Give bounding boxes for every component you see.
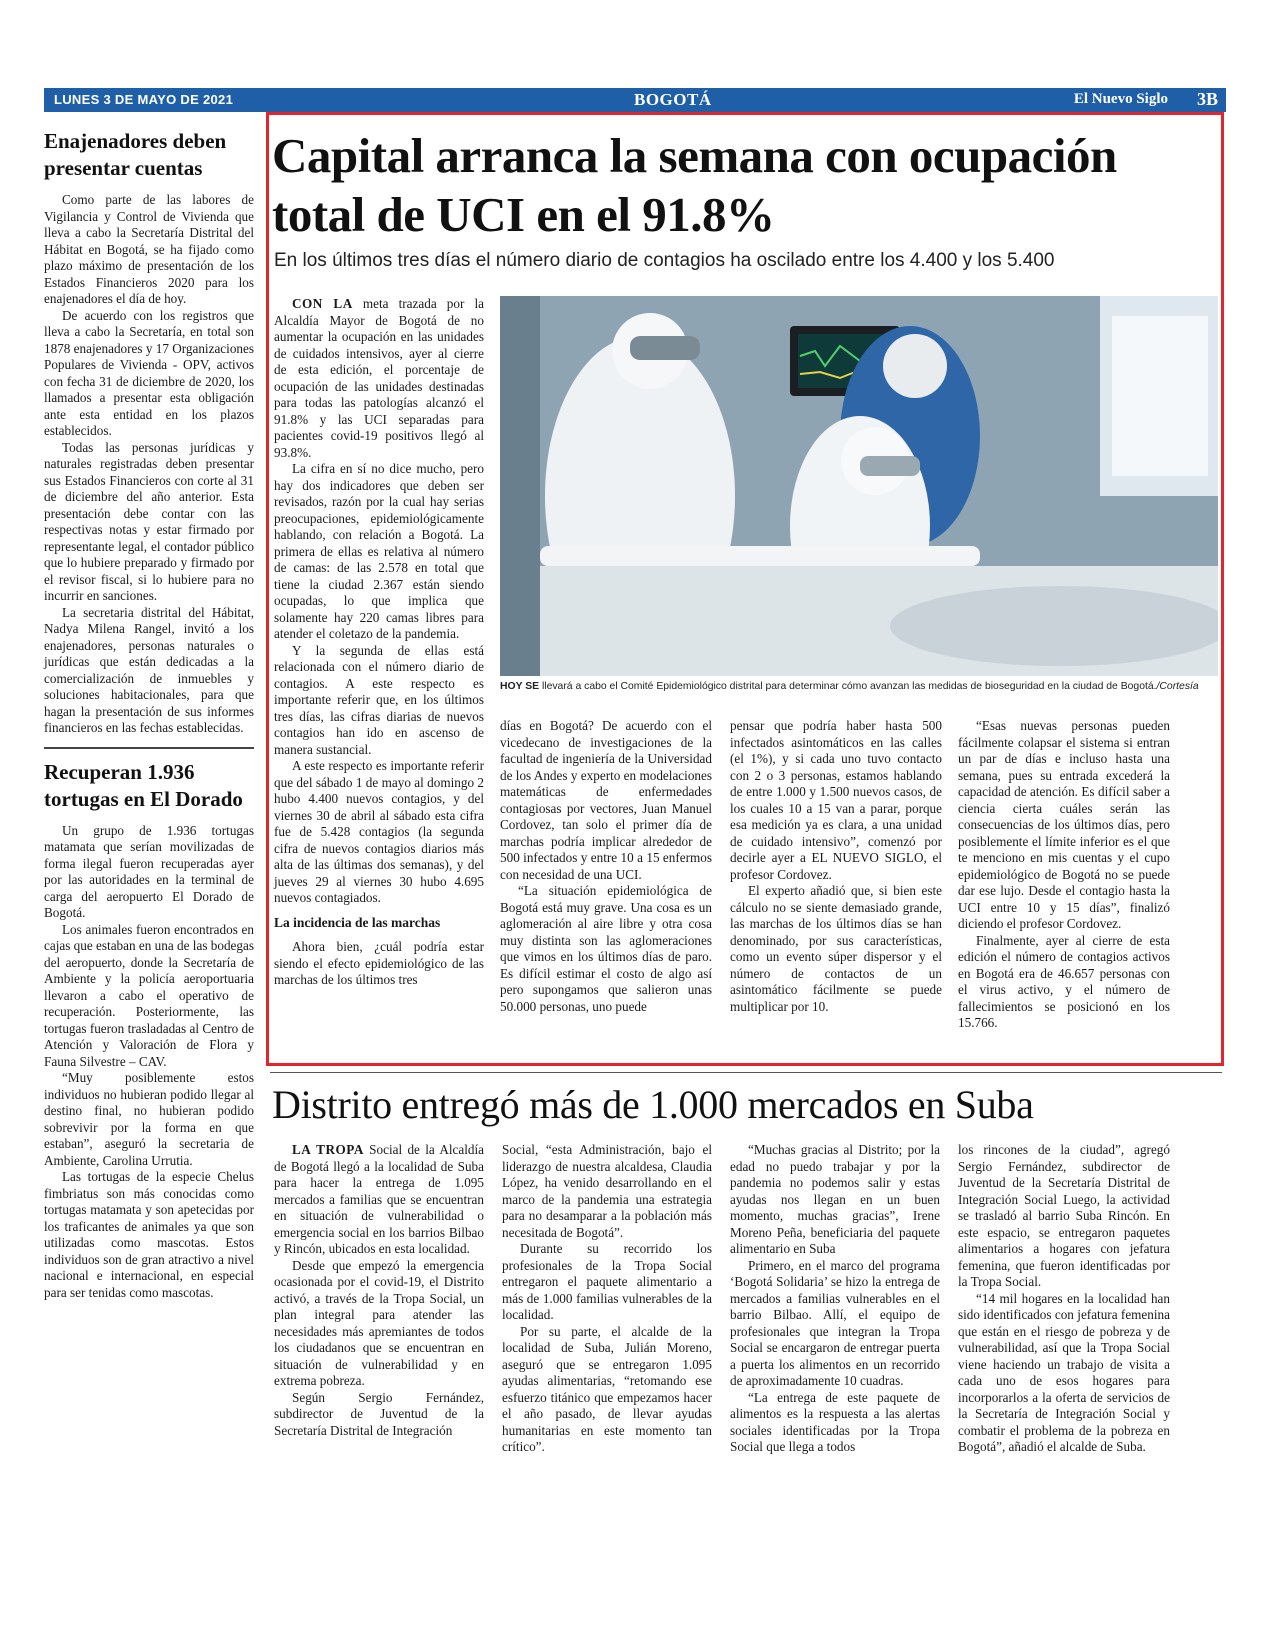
paragraph: “14 mil hogares en la localidad han sido identificados con jefatura femenina que están en el riesgo de pobreza y de vulnerabilidad, así que la Tropa Social viene haciendo un trabajo de visita a cada uno de esos hogares para incorporarlos a la oferta de servicios de la Secretaría de Integración Social y combatir el problema de la pobreza en Bogotá”, añadió el alcalde de Suba. xyxy=(958,1290,1170,1454)
paragraph: Y la segunda de ellas está relacionada con el número diario de contagios. A este respecto es importante referir que, en los últimos tres días, las cifras diarias de nuevos contagios han ido en ascenso de manera sustancial. xyxy=(274,642,484,757)
inline-subtitle: La incidencia de las marchas xyxy=(274,914,441,930)
paragraph: Todas las personas jurídicas y naturales registradas deben presentar sus Estados Financieros con corte al 31 de diciembre del año anterior. Esta presentación debe contar con las respectivas notas y estar firmado por representante legal, el contador público que lo hubiere preparado y firmado por el revisor fiscal, si lo hubiere para no incurrir en sanciones. xyxy=(44,439,254,603)
paragraph: “Muchas gracias al Distrito; por la edad no puedo trabajar y por la pandemia no podemos salir y estas ayudas nos llegan en un buen momento, muchas gracias”, Irene Moreno Peña, beneficiaria del paquete alimentario en Suba xyxy=(730,1142,940,1256)
paragraph xyxy=(274,1142,484,1258)
paragraph: pensar que podría haber hasta 500 infectados asintomáticos en las calles (el 1%), y si cada uno tuvo contacto con 2 o 3 personas, estamos hablando de entre 1.000 y 1.500 nuevos casos, de los cuales 10 a 15 van a parar, porque esa medición ya es clara, a una unidad de cuidado intensivo”, comenzó por decirle ayer a EL NUEVO SIGLO, el profesor Cordovez. xyxy=(730,718,942,882)
lead-word: CON LA xyxy=(292,296,353,311)
paragraph: Social, “esta Administración, bajo el liderazgo de nuestra alcaldesa, Claudia López, ha venido desarrollando en el marco de la pandemia una estrategia para no desamparar a la población más necesitada de Bogotá”. xyxy=(502,1142,712,1240)
paragraph: Según Sergio Fernández, subdirector de Juventud de la Secretaría Distrital de Integración xyxy=(274,1389,484,1438)
paragraph: “Esas nuevas personas pueden fácilmente colapsar el sistema si entran un par de días e incluso hasta una semana, pues su entrada excederá la capacidad de atención. Es difícil saber a ciencia cierta cuáles serán las consecuencias de los últimos días, pero posiblemente el límite inferior es el que te menciono en mis cuentas y el cupo epidemiológico de Bogotá no se puede dar ese lujo. Desde el contagio hasta la UCI entre 10 y 15 días”, finalizó diciendo el profesor Cordovez. xyxy=(958,718,1170,931)
second-headline: Distrito entregó más de 1.000 mercados en Suba xyxy=(272,1082,1034,1127)
main-headline: Capital arranca la semana con ocupación total de UCI en el 91.8% xyxy=(272,128,1117,242)
sidebar-divider xyxy=(44,747,254,749)
paragraph: Por su parte, el alcalde de la localidad de Suba, Julián Moreno, aseguró que se entregaron 1.095 ayudas alimentarias, “retomando ese esfuerzo titánico que empezamos hacer el año pasado, de llevar ayudas humanitarias en este momento tan crítico”. xyxy=(502,1323,712,1454)
newspaper-name: El Nuevo Siglo xyxy=(1073,91,1168,107)
main-column-4 xyxy=(958,718,1170,1032)
icu-photo-illustration xyxy=(500,296,1218,676)
second-column-4 xyxy=(958,1142,1170,1456)
paragraph: los rincones de la ciudad”, agregó Sergio Fernández, subdirector de Juventud de la Secretaría Distrital de Integración Social Luego, la actividad se trasladó al barrio Suba Rincón. En este espacio, se entregaron paquetes alimentarios a hogares con jefatura femenina, que fueron identificadas por la Tropa Social. xyxy=(958,1142,1170,1289)
caption-credit: /Cortesía xyxy=(1156,681,1199,692)
paragraph: “La situación epidemiológica de Bogotá está muy grave. Una cosa es un aglomeración al aire libre y otra cosa muy distinta son las aglomeraciones que vimos en los últimos días de paro. Es difícil estimar el costo de algo así pero supongamos que salieron unas 50.000 personas, uno puede xyxy=(500,883,712,1014)
lead-text: meta trazada por la Alcaldía Mayor de Bogotá de no aumentar la ocupación en las unidades de cuidados intensivos, ayer al cierre de esta edición, el porcentaje de ocupación de las unidades destinadas para todas las patologías alcanzó el 91.8% y las UCI separadas para pacientes covid-19 positivos llegó al 93.8%. xyxy=(274,296,484,460)
paragraph: Primero, en el marco del programa ‘Bogotá Solidaria’ se hizo la entrega de mercados a familias vulnerables en el barrio Bilbao. Allí, el equipo de profesionales que integran la Tropa Social se encargaron de entregar puerta a puerta los alimentos en un recorrido de aproximadamente 10 cuadras. xyxy=(730,1257,940,1388)
paragraph: Las tortugas de la especie Chelus fimbriatus son más conocidas como tortugas matamata y son apetecidas por los traficantes de animales ya que son utilizadas como mascotas. Estos individuos son de gran atractivo a nivel nacional e internacional, en especial para ser tenidas como mascotas. xyxy=(44,1169,254,1300)
paragraph: La secretaria distrital del Hábitat, Nadya Milena Rangel, invitó a los enajenadores, personas naturales o jurídicas que están dedicadas a la comercialización de inmuebles y soluciones habitacionales, para que hagan la presentación de sus informes financieros en las fechas establecidas. xyxy=(44,604,254,735)
caption-lead: HOY SE xyxy=(500,681,540,692)
paragraph: Ahora bien, ¿cuál podría estar siendo el efecto epidemiológico de las marchas de los últimos tres xyxy=(274,939,484,987)
sidebar-story2-title: Recuperan 1.936 tortugas en El Dorado xyxy=(44,759,243,811)
sidebar-story1-body xyxy=(44,192,254,737)
photo-caption xyxy=(500,680,1218,693)
issue-date: LUNES 3 DE MAYO DE 2021 xyxy=(54,92,234,107)
lead-word: LA TROPA xyxy=(292,1142,364,1157)
paragraph: Un grupo de 1.936 tortugas matamata que serían movilizadas de forma ilegal fueron recuperadas ayer por las autoridades en la terminal de carga del aeropuerto El Dorado de Bogotá. xyxy=(44,822,254,920)
section-name: BOGOTÁ xyxy=(634,90,712,109)
sidebar-story2-body xyxy=(44,823,254,1302)
section-rule xyxy=(270,1072,1222,1073)
main-column-2 xyxy=(500,718,712,1015)
main-column-3 xyxy=(730,718,942,1015)
paragraph: “Muy posiblemente estos individuos no hubieran podido llegar al destino final, no hubieran podido sobrevivir por la forma en que estaban”, aseguró la secretaria de Ambiente, Carolina Urrutia. xyxy=(44,1070,254,1168)
second-column-3 xyxy=(730,1142,940,1456)
main-subhead: En los últimos tres días el número diario de contagios ha oscilado entre los 4.400 y los 5.400 xyxy=(274,250,1055,271)
page-header xyxy=(44,88,1226,112)
lead-text: Social de la Alcaldía de Bogotá llegó a la localidad de Suba para hacer la entrega de 1.095 mercados a familias que se encuentran en situación de vulnerabilidad o emergencia social en los barrios Bilbao y Rincón, ubicados en esta localidad. xyxy=(274,1142,485,1256)
paragraph: La cifra en sí no dice mucho, pero hay dos indicadores que deben ser revisados, razón por la cual hay serias preocupaciones, epidemiológicamente hablando, con relación a Bogotá. La primera de ellas es relativa al número de camas: de las 2.578 en total que tiene la ciudad 2.367 están siendo ocupadas, lo que implica que solamente hay 220 camas libres para atender el coletazo de la pandemia. xyxy=(274,461,484,641)
caption-text: llevará a cabo el Comité Epidemiológico distrital para determinar cómo avanzan las medidas de bioseguridad en la ciudad de Bogotá. xyxy=(539,681,1157,692)
paragraph: días en Bogotá? De acuerdo con el vicedecano de investigaciones de la facultad de ingeniería de la Universidad de los Andes y experto en modelaciones matemáticas de enfermedades contagiosas por vectores, Juan Manuel Cordovez, tan solo el primer día de marchas podría implicar alrededor de 500 infectados y entre 10 a 15 enfermos con necesidad de una UCI. xyxy=(500,718,712,882)
page-number: 3B xyxy=(1196,89,1218,109)
paragraph: Durante su recorrido los profesionales de la Tropa Social entregaron el paquete alimentario a más de 1.000 familias vulnerables de la localidad. xyxy=(502,1241,712,1322)
paragraph: Como parte de las labores de Vigilancia y Control de Vivienda que lleva a cabo la Secretaría Distrital del Hábitat en Bogotá, se ha fijado como plazo máximo de presentación de los Estados Financieros 2020 para los enajenadores el día de hoy. xyxy=(44,192,254,306)
second-column-2 xyxy=(502,1142,712,1456)
paragraph xyxy=(274,296,484,461)
paragraph: El experto añadió que, si bien este cálculo no se siente demasiado grande, las marchas de los últimos días se han denominado, por sus características, como un evento súper dispersor y el número de contactos de un asintomático fácilmente se puede multiplicar por 10. xyxy=(730,883,942,1014)
paragraph: Finalmente, ayer al cierre de esta edición el número de contagios activos en Bogotá era de 46.657 personas con el virus activo, y el número de fallecimientos se posicionó en los 15.766. xyxy=(958,932,1170,1030)
paragraph: “La entrega de este paquete de alimentos es la respuesta a las alertas sociales identificadas por la Tropa Social que llega a todos xyxy=(730,1389,940,1454)
paragraph: A este respecto es importante referir que del sábado 1 de mayo al domingo 2 hubo 4.400 nuevos contagios, y del viernes 30 de abril al sábado esta cifra fue de 5.428 contagios (la segunda cifra de nuevos contagios diarios más alta de las últimas dos semanas), y del jueves 29 al viernes 30 hubo 4.695 nuevos contagiados. xyxy=(274,758,484,905)
paragraph: Desde que empezó la emergencia ocasionada por el covid-19, el Distrito activó, a través de la Tropa Social, un plan integral para atender las necesidades más apremiantes de todos los ciudadanos que se encuentran en situación de vulnerabilidad y en extrema pobreza. xyxy=(274,1257,484,1388)
paragraph: De acuerdo con los registros que lleva a cabo la Secretaría, en total son 1878 enajenadores y 17 Organizaciones Populares de Vivienda - OPV, activos con fecha 31 de diciembre de 2020, los llamados a presentar esta obligación ante esta entidad en los plazos establecidos. xyxy=(44,307,254,438)
second-column-1 xyxy=(274,1142,484,1439)
paragraph: Los animales fueron encontrados en cajas que estaban en una de las bodegas del aeropuerto, donde la Secretaría de Ambiente y la policía aeroportuaria llevaron a cabo el operativo de recuperación. Posteriormente, las tortugas fueron trasladadas al Centro de Atención y Valoración de Flora y Fauna Silvestre – CAV. xyxy=(44,921,254,1069)
sidebar-story1-title: Enajenadores deben presentar cuentas xyxy=(44,129,227,180)
icu-photo xyxy=(500,296,1218,676)
main-column-1 xyxy=(274,296,484,989)
sidebar xyxy=(44,128,254,1301)
